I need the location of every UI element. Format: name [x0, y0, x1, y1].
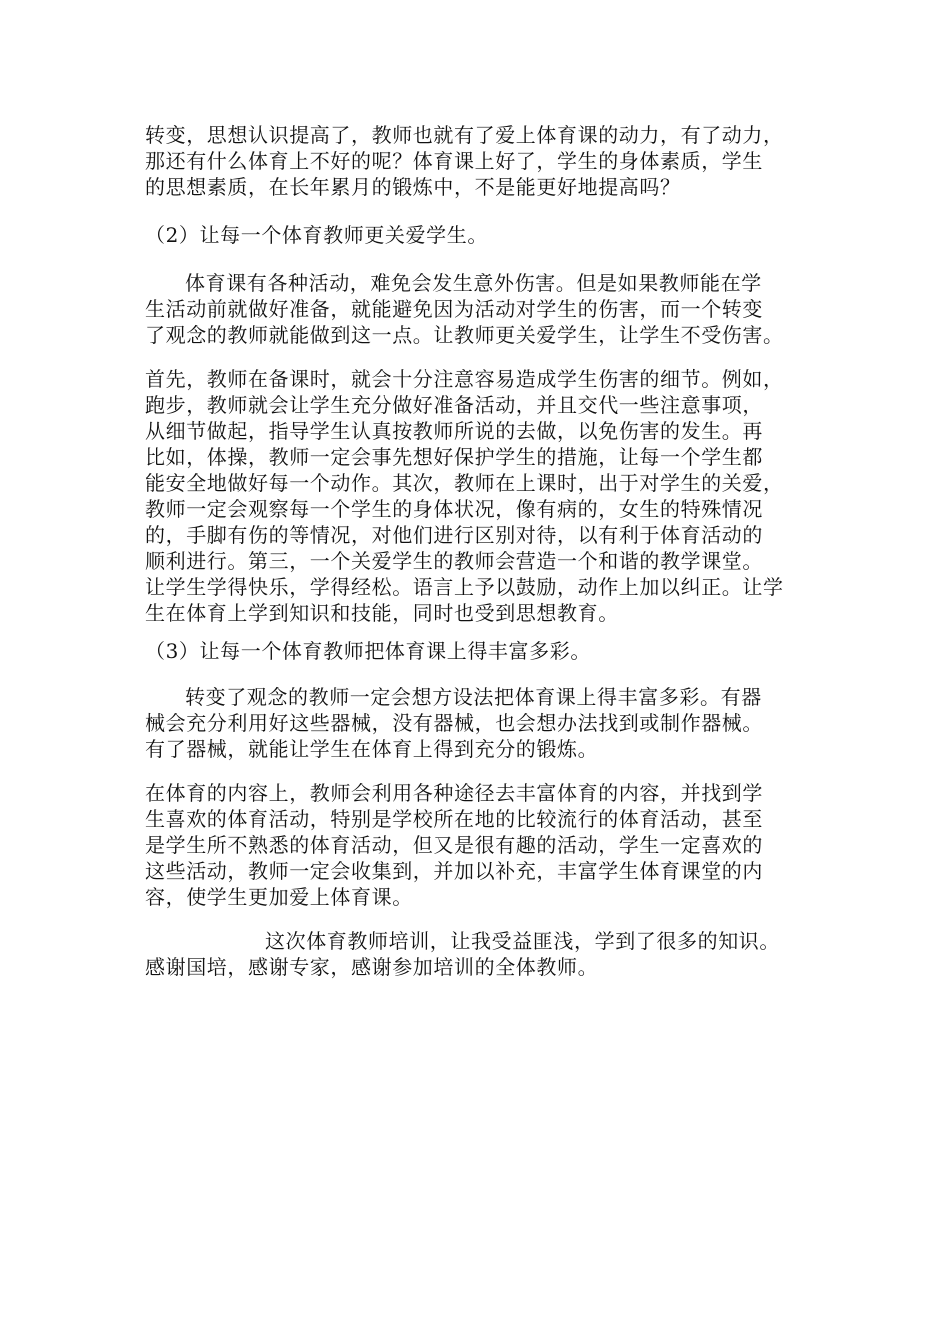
paragraph-2 — [145, 270, 821, 348]
paragraph-2-line-3: 了观念的教师就能做到这一点。让教师更关爱学生，让学生不受伤害。 — [145, 323, 784, 347]
paragraph-5-line-4: 这些活动，教师一定会收集到，并加以补充，丰富学生体育课堂的内 — [145, 859, 763, 883]
paragraph-4-line-1: 转变了观念的教师一定会想方设法把体育课上得丰富多彩。有器 — [185, 685, 762, 709]
paragraph-1 — [145, 122, 821, 200]
paragraph-4-line-2: 械会充分利用好这些器械，没有器械，也会想办法找到或制作器械。 — [145, 711, 763, 735]
paragraph-2-line-2: 生活动前就做好准备，就能避免因为活动对学生的伤害，而一个转变 — [145, 297, 763, 321]
paragraph-3-line-3: 从细节做起，指导学生认真按教师所说的去做，以免伤害的发生。再 — [145, 419, 763, 443]
paragraph-6-line-1: 这次体育教师培训，让我受益匪浅，学到了很多的知识。 — [265, 929, 780, 953]
paragraph-2-line-1: 体育课有各种活动，难免会发生意外伤害。但是如果教师能在学 — [185, 271, 762, 295]
section-heading-3-text: （3）让每一个体育教师把体育课上得丰富多彩。 — [145, 639, 591, 663]
paragraph-3-line-7: 的，手脚有伤的等情况，对他们进行区别对待，以有利于体育活动的 — [145, 523, 763, 547]
paragraph-3-line-8: 顺利进行。第三，一个关爱学生的教师会营造一个和谐的教学课堂。 — [145, 549, 763, 573]
paragraph-3-line-4: 比如，体操，教师一定会事先想好保护学生的措施，让每一个学生都 — [145, 445, 763, 469]
paragraph-5-line-2: 生喜欢的体育活动，特别是学校所在地的比较流行的体育活动，甚至 — [145, 807, 763, 831]
paragraph-4 — [145, 684, 821, 762]
paragraph-6-line-2: 感谢国培，感谢专家，感谢参加培训的全体教师。 — [145, 955, 599, 979]
paragraph-3-line-5: 能安全地做好每一个动作。其次，教师在上课时，出于对学生的关爱， — [145, 471, 784, 495]
paragraph-6 — [145, 928, 821, 980]
paragraph-3-line-9: 让学生学得快乐，学得经松。语言上予以鼓励，动作上加以纠正。让学 — [145, 575, 784, 599]
paragraph-3-line-6: 教师一定会观察每一个学生的身体状况，像有病的，女生的特殊情况 — [145, 497, 763, 521]
paragraph-5 — [145, 780, 821, 910]
paragraph-3 — [145, 366, 821, 626]
section-heading-3 — [145, 638, 821, 664]
paragraph-5-line-1: 在体育的内容上，教师会利用各种途径去丰富体育的内容，并找到学 — [145, 781, 763, 805]
paragraph-1-line-2: 那还有什么体育上不好的呢？体育课上好了，学生的身体素质，学生 — [145, 149, 763, 173]
paragraph-1-line-1: 转变，思想认识提高了，教师也就有了爱上体育课的动力，有了动力， — [145, 123, 784, 147]
paragraph-3-line-2: 跑步，教师就会让学生充分做好准备活动，并且交代一些注意事项， — [145, 393, 763, 417]
paragraph-5-line-3: 是学生所不熟悉的体育活动，但又是很有趣的活动，学生一定喜欢的 — [145, 833, 763, 857]
paragraph-4-line-3: 有了器械，就能让学生在体育上得到充分的锻炼。 — [145, 737, 599, 761]
section-heading-2 — [145, 222, 821, 248]
paragraph-3-line-1: 首先，教师在备课时，就会十分注意容易造成学生伤害的细节。例如， — [145, 367, 784, 391]
paragraph-5-line-5: 容，使学生更加爱上体育课。 — [145, 885, 413, 909]
paragraph-3-line-10: 生在体育上学到知识和技能，同时也受到思想教育。 — [145, 601, 619, 625]
section-heading-2-text: （2）让每一个体育教师更关爱学生。 — [145, 223, 488, 247]
paragraph-1-line-3: 的思想素质，在长年累月的锻炼中，不是能更好地提高吗？ — [145, 175, 681, 199]
